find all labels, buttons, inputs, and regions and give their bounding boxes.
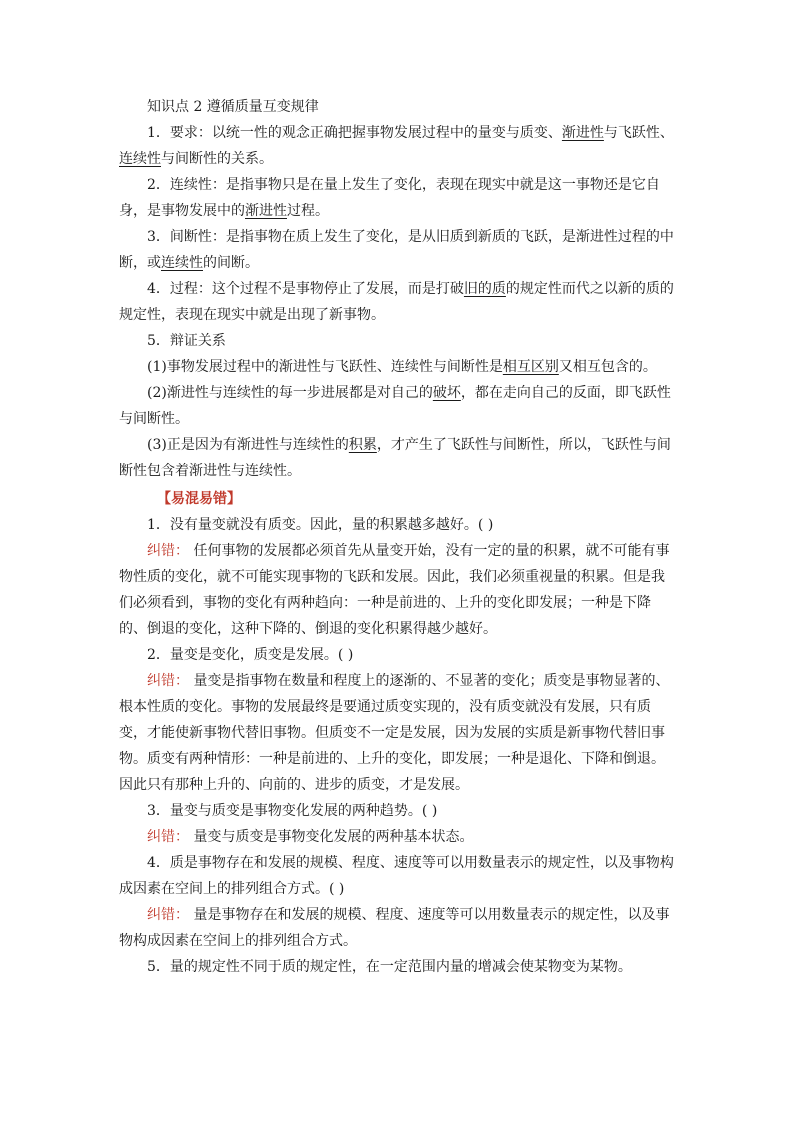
kp-item-1 bbox=[119, 120, 675, 172]
correction-label: 纠错： bbox=[147, 543, 189, 559]
error-correction-4 bbox=[119, 902, 675, 954]
error-correction-3 bbox=[119, 824, 675, 850]
kp-item-2 bbox=[119, 172, 675, 224]
item-text: 正是因为有渐进性与连续性的 bbox=[166, 437, 349, 453]
item-text: 要求：以统一性的观念正确把握事物发展过程中的量变与质变、 bbox=[169, 125, 562, 141]
kp-item-5 bbox=[119, 328, 675, 354]
underlined-term: 旧的质 bbox=[463, 281, 506, 297]
error-question-4: 4．质是事物存在和发展的规模、程度、速度等可以用数量表示的规定性，以及事物构成因素在空间上的排列组合方式。( ) bbox=[119, 855, 674, 897]
item-text: 过程：这个过程不是事物停止了发展，而是打破 bbox=[169, 281, 464, 297]
kp-sub-item-1 bbox=[119, 354, 675, 380]
kp-sub-item-2 bbox=[119, 380, 675, 432]
error-question-1: 1．没有量变就没有质变。因此，量的积累越多越好。( ) bbox=[147, 517, 494, 533]
kp-item-4 bbox=[119, 276, 675, 328]
error-correction-1 bbox=[119, 538, 675, 642]
item-text: 事物发展过程中的渐进性与飞跃性、连续性与间断性是 bbox=[166, 359, 503, 375]
underlined-term: 渐进性 bbox=[561, 125, 604, 141]
correction-text: 量是事物存在和发展的规模、程度、速度等可以用数量表示的规定性，以及事物构成因素在空间上的排列组合方式。 bbox=[119, 907, 670, 949]
kp-item-3 bbox=[119, 224, 675, 276]
underlined-term: 连续性 bbox=[119, 151, 161, 167]
correction-label: 纠错： bbox=[147, 673, 189, 689]
error-question-5: 5．量的规定性不同于质的规定性，在一定范围内量的增减会使某物变为某物。 bbox=[147, 959, 632, 975]
error-question-2: 2．量变是变化，质变是发展。( ) bbox=[147, 647, 354, 663]
item-number: 4． bbox=[147, 281, 170, 297]
item-text: 又相互包含的。 bbox=[558, 359, 657, 375]
item-number: (2) bbox=[147, 385, 167, 401]
item-number: 1． bbox=[147, 125, 170, 141]
item-number: 3． bbox=[147, 229, 170, 245]
correction-text: 量变与质变是事物变化发展的两种基本状态。 bbox=[189, 829, 474, 845]
item-number: 2． bbox=[147, 177, 170, 193]
item-text: 渐进性与连续性的每一步进展都是对自己的 bbox=[166, 385, 433, 401]
item-text: 辩证关系 bbox=[169, 333, 226, 349]
underlined-term: 连续性 bbox=[161, 255, 203, 271]
document-body bbox=[119, 94, 675, 980]
error-question-3: 3．量变与质变是事物变化发展的两种趋势。( ) bbox=[147, 803, 438, 819]
item-text: ，才产生了飞跃性与间断性，所以，飞跃性与间断性包含着渐进性与连续性。 bbox=[119, 437, 671, 479]
item-number: (1) bbox=[147, 359, 167, 375]
correction-label: 纠错： bbox=[147, 829, 189, 845]
item-text: ，都在走向自己的反面，即飞跃性与间断性。 bbox=[119, 385, 671, 427]
item-text: 间断性：是指事物在质上发生了变化，是从旧质到新质的飞跃，是渐进性过程的中断，或 bbox=[119, 229, 674, 271]
item-text: 过程。 bbox=[287, 203, 329, 219]
correction-text: 量变是指事物在数量和程度上的逐渐的、不显著的变化；质变是事物显著的、根本性质的变化。事物的发展最终是要通过质变实现的，没有质变就没有发展，只有质变，才能使新事物代替旧事物。但质变不一定是发展，因为发展的实质是新事物代替旧事物。质变有两种情形：一种是前进的、上升的变化，即发展；一种是退化、下降和倒退。因此只有那种上升的、向前的、进步的质变，才是发展。 bbox=[119, 673, 670, 793]
item-text: 的规定性而代之以新的质的规定性，表现在现实中就是出现了新事物。 bbox=[119, 281, 674, 323]
item-number: 5． bbox=[147, 333, 170, 349]
underlined-term: 破坏 bbox=[432, 385, 461, 401]
section-title: 【易混易错】 bbox=[157, 491, 241, 507]
underlined-term: 积累 bbox=[348, 437, 377, 453]
correction-text: 任何事物的发展都必须首先从量变开始，没有一定的量的积累，就不可能有事物性质的变化，就不可能实现事物的飞跃和发展。因此，我们必须重视量的积累。但是我们必须看到，事物的变化有两种趋向：一种是前进的、上升的变化即发展；一种是下降的、倒退的变化，这种下降的、倒退的变化积累得越少越好。 bbox=[119, 543, 670, 637]
knowledge-point-title: 知识点 2 遵循质量互变规律 bbox=[147, 99, 319, 115]
underlined-term: 相互区别 bbox=[502, 359, 559, 375]
item-number: (3) bbox=[147, 437, 167, 453]
item-text: 与间断性的关系。 bbox=[161, 151, 273, 167]
error-correction-2 bbox=[119, 668, 675, 798]
item-text: 的间断。 bbox=[203, 255, 259, 271]
item-text: 与飞跃性、 bbox=[603, 125, 674, 141]
underlined-term: 渐进性 bbox=[245, 203, 287, 219]
kp-sub-item-3 bbox=[119, 432, 675, 484]
item-text: 连续性：是指事物只是在量上发生了变化，表现在现实中就是这一事物还是它自身，是事物发展中的 bbox=[119, 177, 660, 219]
correction-label: 纠错： bbox=[147, 907, 189, 923]
